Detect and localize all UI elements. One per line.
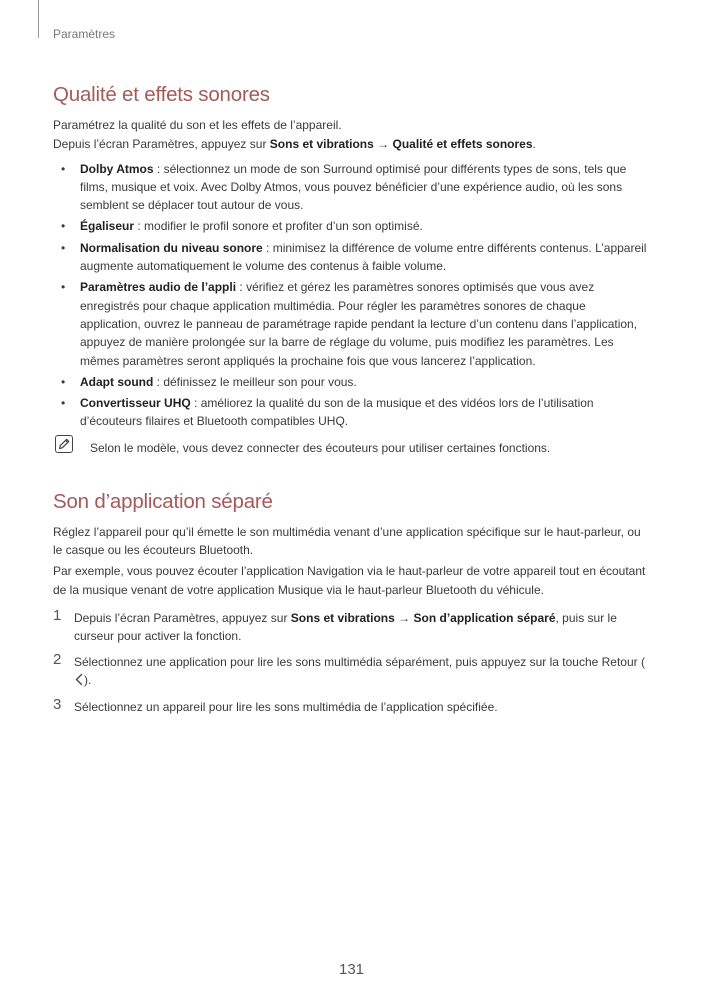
note-callout xyxy=(53,437,648,459)
step-number: 1 xyxy=(53,606,62,624)
list-item: • Égaliseur : modifier le profil sonore et profiter d’un son optimisé. xyxy=(53,217,648,235)
section-paragraph: Par exemple, vous pouvez écouter l’application Navigation via le haut-parleur de votre appareil tout en écoutant de la musique venant de votre application Musique via le haut-parleur Bluetooth du véhicule. xyxy=(53,564,646,597)
feature-list xyxy=(53,160,648,431)
running-header: Paramètres xyxy=(53,27,116,41)
list-item: • Paramètres audio de l’appli : vérifiez et gérez les paramètres sonores optimisés que vous avez enregistrés pour chaque application multimédia. Pour régler les paramètres sonores de chaque application, ouvrez le panneau de paramétrage rapide pendant la lecture d’un contenu dans l’application, appuyez de manière prolongée sur la barre de réglage du volume, puis modifiez les paramètres. Les mêmes paramètres seront appliqués la prochaine fois que vous lancerez l’application. xyxy=(61,280,638,368)
section-title-sound-quality: Qualité et effets sonores xyxy=(53,83,270,106)
section-paragraph: Réglez l’appareil pour qu’il émette le son multimédia venant d’une application spécifique sur le haut-parleur, ou le casque ou les écouteurs Bluetooth. xyxy=(53,524,641,558)
bullet-icon: • xyxy=(61,374,66,389)
bullet-icon: • xyxy=(61,240,66,255)
section-intro: Paramétrez la qualité du son et les effets de l’appareil. xyxy=(53,118,342,132)
bullet-icon: • xyxy=(61,219,66,234)
page-number: 131 xyxy=(338,961,365,978)
note-pencil-icon xyxy=(55,435,73,453)
step-item: 3 Sélectionnez un appareil pour lire les sons multimédia de l’application spécifiée. xyxy=(53,696,498,715)
list-item: • Dolby Atmos : sélectionnez un mode de son Surround optimisé pour différents types de sons, tels que films, musique et voix. Avec Dolby Atmos, vous pouvez bénéficier d’une expérience audio, où les sons semblent se déplacer tout autour de vous. xyxy=(61,161,627,213)
menu-sons-et-vibrations: Sons et vibrations xyxy=(269,137,374,152)
menu-qualite-effets-sonores: Qualité et effets sonores xyxy=(392,137,533,152)
note-text: Selon le modèle, vous devez connecter des écouteurs pour utiliser certaines fonctions. xyxy=(90,440,551,455)
bullet-icon: • xyxy=(61,280,66,295)
bullet-icon: • xyxy=(61,396,66,411)
menu-son-application-separe: Son d’application séparé xyxy=(413,610,556,625)
steps-list xyxy=(53,606,648,716)
list-item: • Convertisseur UHQ : améliorez la qualité du son de la musique et des vidéos lors de l’utilisation d’écouteurs filaires et Bluetooth compatibles UHQ. xyxy=(61,396,594,429)
section-title-separate-app-sound: Son d’application séparé xyxy=(53,489,273,513)
list-item: • Adapt sound : définissez le meilleur son pour vous. xyxy=(53,373,648,391)
list-item: • Normalisation du niveau sonore : minimisez la différence de volume entre différents contenus. L’appareil augmente automatiquement le volume des contenus à faible volume. xyxy=(61,240,647,274)
menu-sons-et-vibrations: Sons et vibrations xyxy=(290,610,395,625)
step-item: 2 Sélectionnez une application pour lire les sons multimédia séparément, puis appuyez sur la touche Retour (). xyxy=(53,653,648,692)
header-divider xyxy=(38,0,39,38)
navigation-path: Depuis l’écran Paramètres, appuyez sur Sons et vibrations → Qualité et effets sonores. xyxy=(53,137,536,152)
step-number: 3 xyxy=(53,696,62,714)
page-content xyxy=(53,82,648,723)
step-item: 1 Depuis l’écran Paramètres, appuyez sur Sons et vibrations → Son d’application séparé, puis sur le curseur pour activer la fonction. xyxy=(53,606,617,644)
back-chevron-icon xyxy=(74,673,84,691)
step-number: 2 xyxy=(53,650,62,668)
bullet-icon: • xyxy=(61,161,66,176)
